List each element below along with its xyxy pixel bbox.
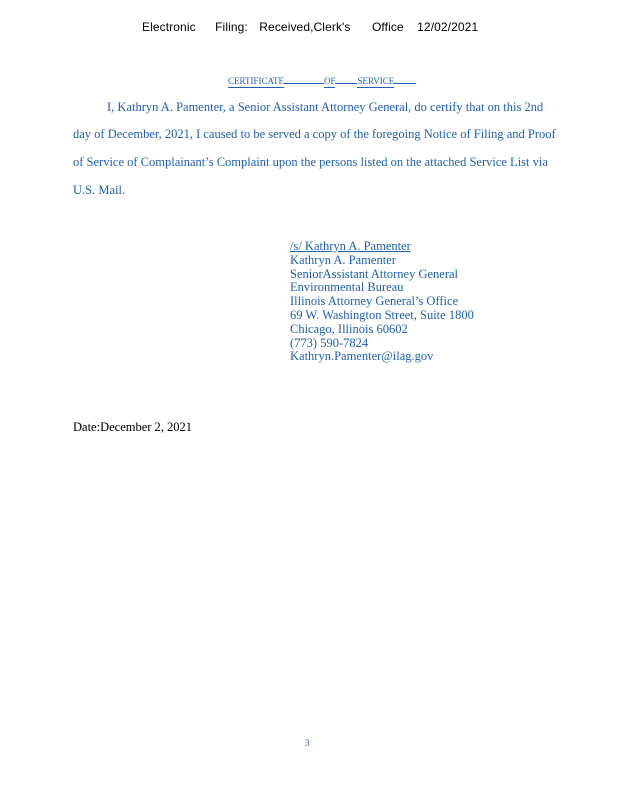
signer-bureau: Environmental Bureau <box>290 280 404 295</box>
certificate-date: Date:December 2, 2021 <box>73 420 193 434</box>
electronic-filing-header <box>142 20 478 34</box>
signer-email: Kathryn.Pamenter@ilag.gov <box>290 349 434 364</box>
header-electronic: Electronic <box>142 20 196 34</box>
header-filing: Filing: <box>215 20 248 34</box>
certificate-body-line-1: I, Kathryn A. Pamenter, a Senior Assistant Attorney General, do certify that on this 2nd <box>107 100 544 114</box>
signer-phone: (773) 590-7824 <box>290 335 369 350</box>
service-word: SERVICE <box>357 76 395 86</box>
signature-block <box>290 240 474 364</box>
page-number: 3 <box>305 738 310 748</box>
signer-street-address: 69 W. Washington Street, Suite 1800 <box>290 307 474 322</box>
signer-office: Illinois Attorney General’s Office <box>290 294 459 309</box>
certificate-title <box>228 76 416 88</box>
of-word: OF <box>323 76 336 86</box>
header-date: 12/02/2021 <box>417 20 479 34</box>
electronic-signature: /s/ Kathryn A. Pamenter <box>290 239 411 253</box>
certificate-body-line-3: of Service of Complainant’s Complaint upon the persons listed on the attached Service List via <box>73 155 548 169</box>
signer-title: SeniorAssistant Attorney General <box>290 266 459 281</box>
signer-name: Kathryn A. Pamenter <box>290 252 396 267</box>
certificate-word: CERTIFICATE <box>228 76 284 86</box>
certificate-body-line-2: day of December, 2021, I caused to be served a copy of the foregoing Notice of Filing and Proof <box>73 127 556 141</box>
signer-city: Chicago, Illinois 60602 <box>290 321 408 336</box>
certificate-body-line-4: U.S. Mail. <box>73 183 126 197</box>
header-office: Office <box>371 20 404 34</box>
header-received-clerks: Received,Clerk's <box>259 20 351 34</box>
